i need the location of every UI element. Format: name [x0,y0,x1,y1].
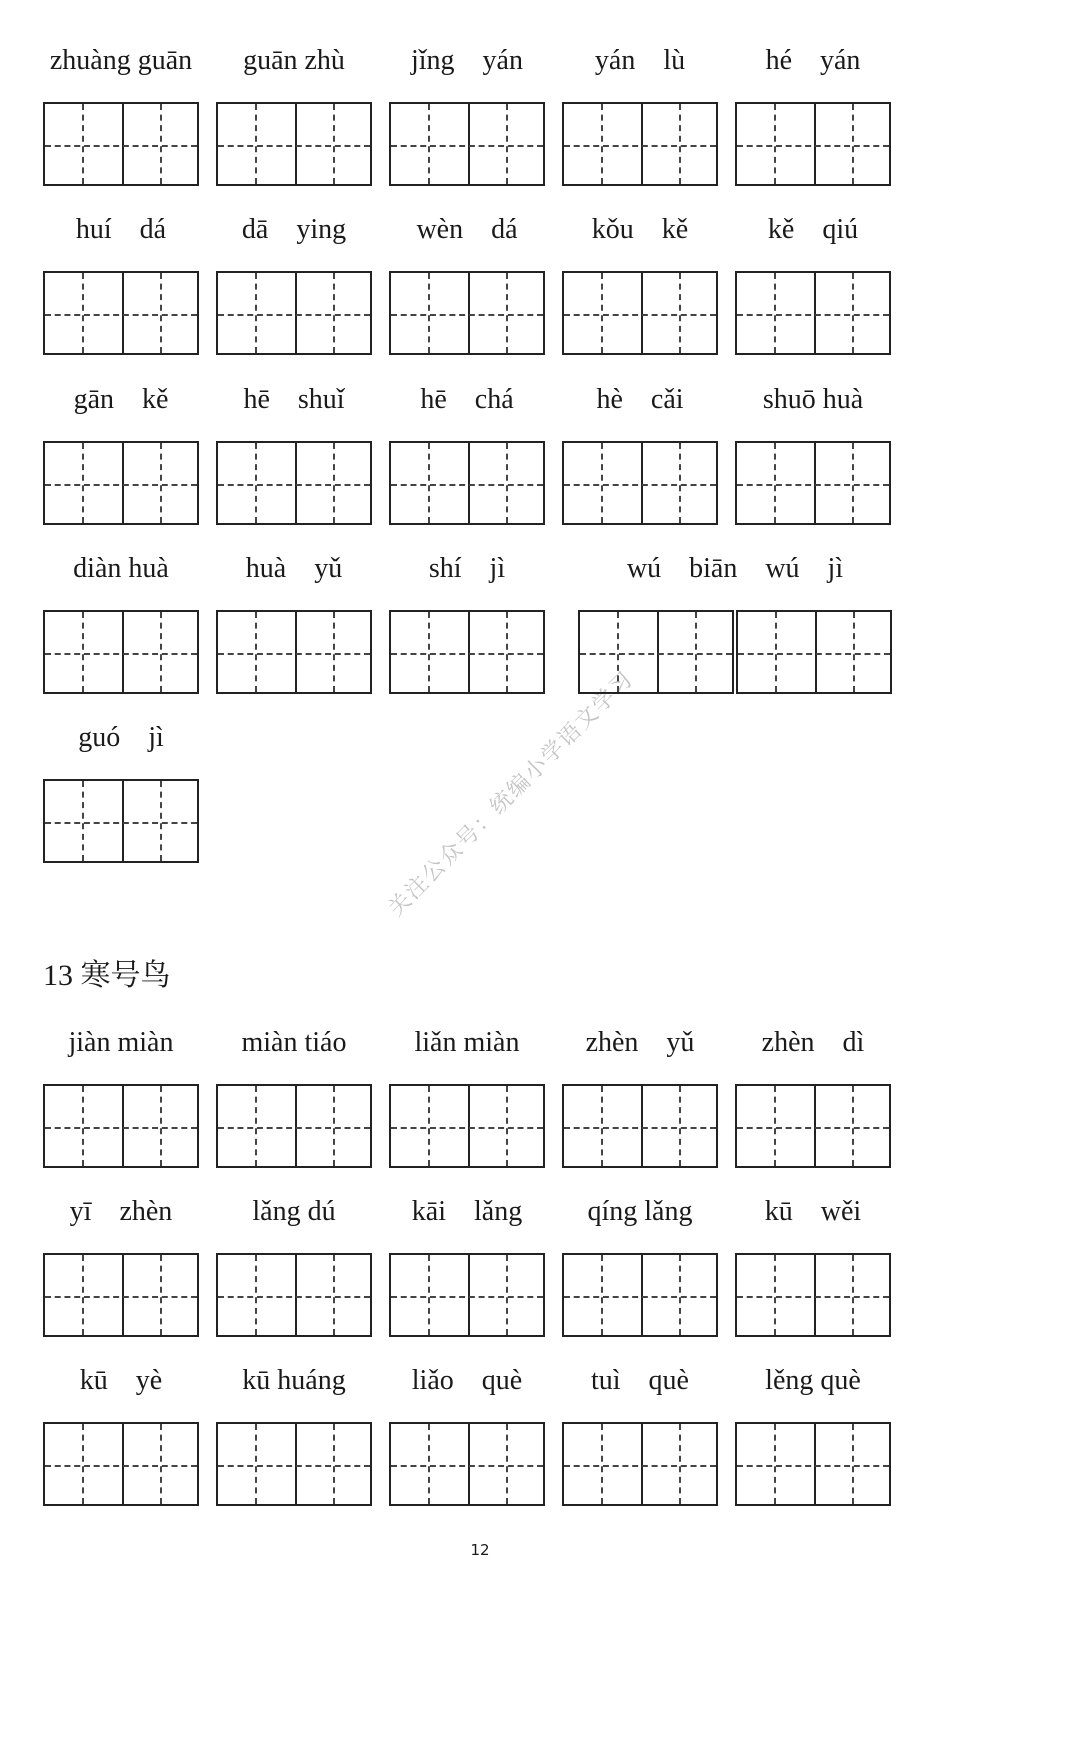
pinyin-label: huà yǔ [245,553,343,584]
writing-box[interactable] [216,1422,372,1506]
writing-box[interactable] [216,1253,372,1337]
pinyin-label: kǒu kě [591,214,689,245]
pinyin-label: wú biān wú jì [626,553,844,584]
writing-box[interactable] [735,1084,891,1168]
writing-box[interactable] [216,1084,372,1168]
pinyin-label: miàn tiáo [241,1027,347,1058]
pinyin-label: zhuàng guān [49,45,193,76]
writing-box[interactable] [735,441,891,525]
writing-box[interactable] [43,610,199,694]
writing-box[interactable] [735,271,891,355]
writing-box[interactable] [43,102,199,186]
writing-box[interactable] [389,271,545,355]
writing-box[interactable] [562,271,718,355]
writing-box[interactable] [562,1422,718,1506]
pinyin-label: shí jì [428,553,506,584]
pinyin-label: huí dá [75,214,167,245]
watermark: 关注公众号：统编小学语文学习 [383,665,639,921]
writing-box[interactable] [216,102,372,186]
pinyin-label: wèn dá [416,214,518,245]
pinyin-label: shuō huà [762,384,864,415]
writing-box[interactable] [735,102,891,186]
writing-box[interactable] [216,271,372,355]
writing-box[interactable] [389,1422,545,1506]
writing-box[interactable] [43,441,199,525]
writing-box[interactable] [389,1253,545,1337]
writing-box[interactable] [578,610,734,694]
pinyin-label: jǐng yán [411,45,523,76]
pinyin-label: zhèn yǔ [585,1027,695,1058]
writing-box[interactable] [43,1422,199,1506]
writing-box[interactable] [562,1084,718,1168]
pinyin-label: hè cǎi [596,384,684,415]
pinyin-label: yán lù [594,45,686,76]
pinyin-label: jiàn miàn [68,1027,174,1058]
pinyin-label: zhèn dì [761,1027,865,1058]
writing-box[interactable] [43,1253,199,1337]
pinyin-label: liǎo què [411,1365,523,1396]
writing-box[interactable] [43,271,199,355]
pinyin-label: hé yán [765,45,861,76]
writing-box[interactable] [43,1084,199,1168]
writing-box[interactable] [562,1253,718,1337]
writing-box[interactable] [43,779,199,863]
pinyin-label: kě qiú [767,214,859,245]
pinyin-label: kū wěi [764,1196,862,1227]
pinyin-label: guó jì [78,722,164,753]
section-title: 13 寒号鸟 [43,959,171,992]
writing-box[interactable] [735,1253,891,1337]
pinyin-label: kū yè [79,1365,163,1396]
pinyin-label: kāi lǎng [411,1196,523,1227]
pinyin-label: hē shuǐ [243,384,345,415]
pinyin-label: tuì què [591,1365,689,1396]
pinyin-label: lǎng dú [252,1196,336,1227]
pinyin-label: liǎn miàn [414,1027,520,1058]
writing-box[interactable] [389,102,545,186]
pinyin-label: yī zhèn [69,1196,173,1227]
writing-box[interactable] [389,610,545,694]
pinyin-label: diàn huà [73,553,169,584]
pinyin-label: guān zhù [243,45,345,76]
writing-box[interactable] [562,441,718,525]
pinyin-label: gān kě [73,384,169,415]
pinyin-label: qíng lǎng [587,1196,693,1227]
pinyin-label: kū huáng [242,1365,346,1396]
pinyin-label: hē chá [420,384,514,415]
writing-box[interactable] [735,1422,891,1506]
pinyin-label: lěng què [765,1365,861,1396]
writing-box[interactable] [389,441,545,525]
writing-box[interactable] [216,441,372,525]
writing-box[interactable] [562,102,718,186]
pinyin-label: dā ying [241,214,347,245]
page-number: 12 [470,1541,490,1559]
writing-box[interactable] [216,610,372,694]
writing-box[interactable] [389,1084,545,1168]
writing-box[interactable] [736,610,892,694]
